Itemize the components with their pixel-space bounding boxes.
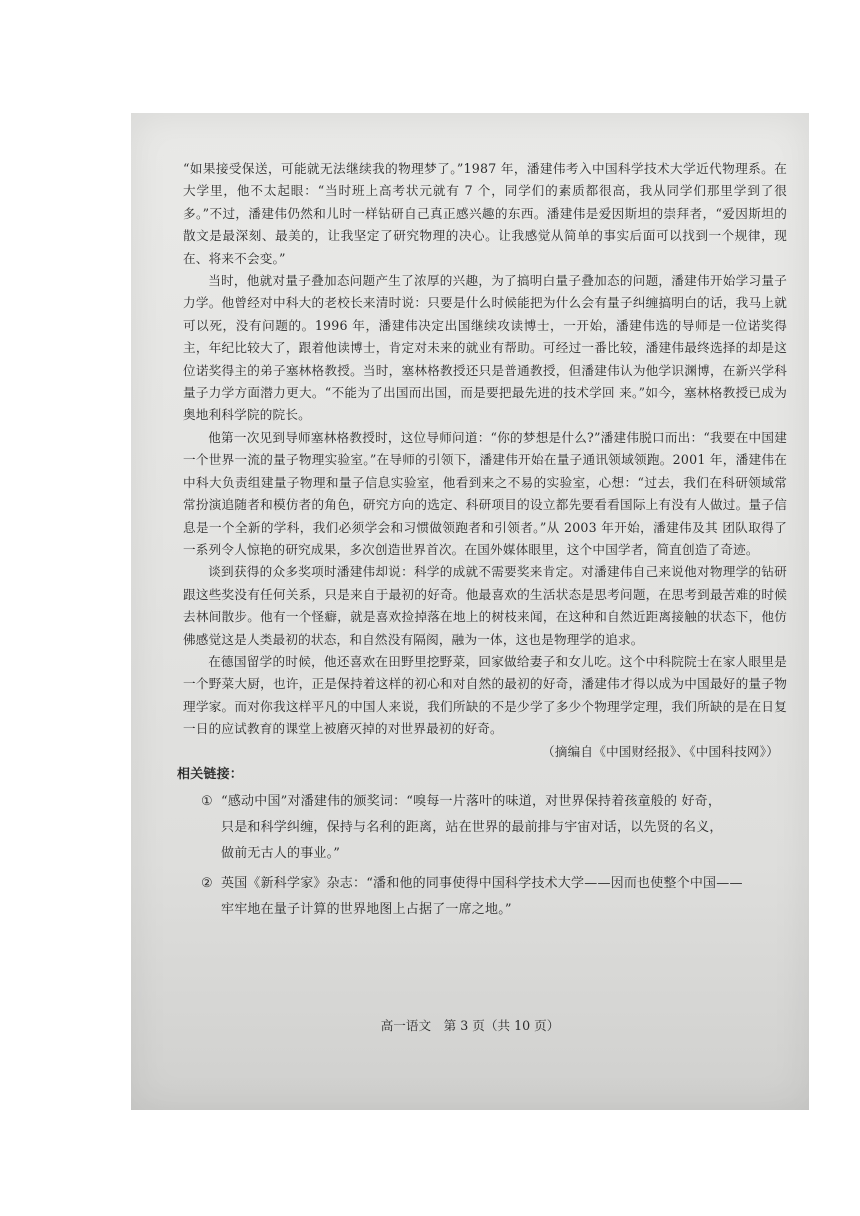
link-text-line-1: “感动中国”对潘建伟的颁奖词：“嗅每一片落叶的味道，对世界保持着孩童般的 好奇， bbox=[221, 793, 722, 809]
item-number: ① bbox=[201, 793, 213, 809]
paragraph-2: 当时，他就对量子叠加态问题产生了浓厚的兴趣，为了搞明白量子叠加态的问题，潘建伟开始学习量子力学。他曾经对中科大的老校长来清时说：只要是什么时候能把为什么会有量子纠缠搞明白的话，我马上就可以死，没有问题的。1996 年，潘建伟决定出国继续攻读博士，一开始，潘建伟选的导师是一位诺奖得主，年纪比较大了，跟着他读博士，肯定对未来的就业有帮助。可经过一番比较，潘建伟最终选择的却是这位诺奖得主的弟子塞林格教授。当时，塞林格教授还只是普通教授，但潘建伟认为他学识渊博，在新兴学科量子力学方面潜力更大。“不能为了出国而出国，而是要把最先进的技术学回 来。”如今，塞林格教授已成为奥地利科学院的院长。 bbox=[183, 273, 787, 423]
paragraph-1: “如果接受保送，可能就无法继续我的物理梦了。”1987 年，潘建伟考入中国科学技术大学近代物理系。在大学里，他不太起眼：“当时班上高考状元就有 7 个，同学们的素质都很高，我从同学们那里学到了很多。”不过，潘建伟仍然和儿时一样钻研自己真正感兴趣的东西。潘建伟是爱因斯坦的崇拜者，“爱因斯坦的散文是最深刻、最美的，让我坚定了研究物理的决心。让我感觉从简单的事实后面可以找到一个规律，现在、将来不会变。” bbox=[183, 161, 787, 266]
paragraph-4: 谈到获得的众多奖项时潘建伟却说：科学的成就不需要奖来肯定。对潘建伟自己来说他对物理学的钻研跟这些奖没有任何关系，只是来自于最初的好奇。他最喜欢的生活状态是思考问题，在思考到最苦难的时候去林间散步。他有一个怪癖，就是喜欢捡掉落在地上的树枝来闻，在这种和自然近距离接触的状态下，他仿佛感觉这是人类最初的状态，和自然没有隔阂，融为一体，这也是物理学的追求。 bbox=[183, 564, 787, 647]
related-link-2 bbox=[201, 871, 787, 923]
paragraph-3: 他第一次见到导师塞林格教授时，这位导师问道：“你的梦想是什么?”潘建伟脱口而出：“我要在中国建一个世界一流的量子物理实验室。”在导师的引领下，潘建伟开始在量子通讯领域领跑。2001 年，潘建伟在中科大负责组建量子物理和量子信息实验室，他看到来之不易的实验室，心想：“过去，我们在科研领域常常扮演追随者和模仿者的角色，研究方向的选定、科研项目的设立都先要看看国际上有没有人做过。量子信息是一个全新的学科，我们必须学会和习惯做领跑者和引领者。”从 2003 年开始，潘建伟及其 团队取得了一系列令人惊艳的研究成果，多次创造世界首次。在国外媒体眼里，这个中国学者，简直创造了奇迹。 bbox=[183, 429, 787, 557]
article-body bbox=[177, 158, 787, 927]
link-text-line-2: 只是和科学纠缠，保持与名利的距离，站在世界的最前排与宇宙对话，以先贤的名义， bbox=[221, 819, 723, 835]
paragraph-5: 在德国留学的时候，他还喜欢在田野里挖野菜，回家做给妻子和女儿吃。这个中科院院士在家人眼里是一个野菜大厨，也许，正是保持着这样的初心和对自然的最初的好奇，潘建伟才得以成为中国最好的量子物理学家。而对你我这样平凡的中国人来说，我们所缺的不是少学了多少个物理学定理，我们所缺的是在日复一日的应试教育的课堂上被磨灭掉的对世界最初的好奇。 bbox=[183, 653, 787, 737]
link-text-line-2: 牢牢地在量子计算的世界地图上占据了一席之地。” bbox=[221, 901, 512, 917]
related-link-1 bbox=[201, 789, 787, 867]
page-footer: 高一语文 第 3 页（共 10 页） bbox=[380, 1018, 560, 1033]
source-citation: （摘编自《中国财经报》、《中国科技网》） bbox=[542, 743, 779, 759]
item-number: ② bbox=[201, 875, 213, 891]
related-links-heading: 相关链接： bbox=[177, 766, 244, 782]
link-text-line-1: 英国《新科学家》杂志：“潘和他的同事使得中国科学技术大学——因而也使整个中国—— bbox=[221, 875, 743, 891]
scanned-page bbox=[131, 113, 809, 1110]
link-text-line-3: 做前无古人的事业。” bbox=[221, 845, 341, 861]
